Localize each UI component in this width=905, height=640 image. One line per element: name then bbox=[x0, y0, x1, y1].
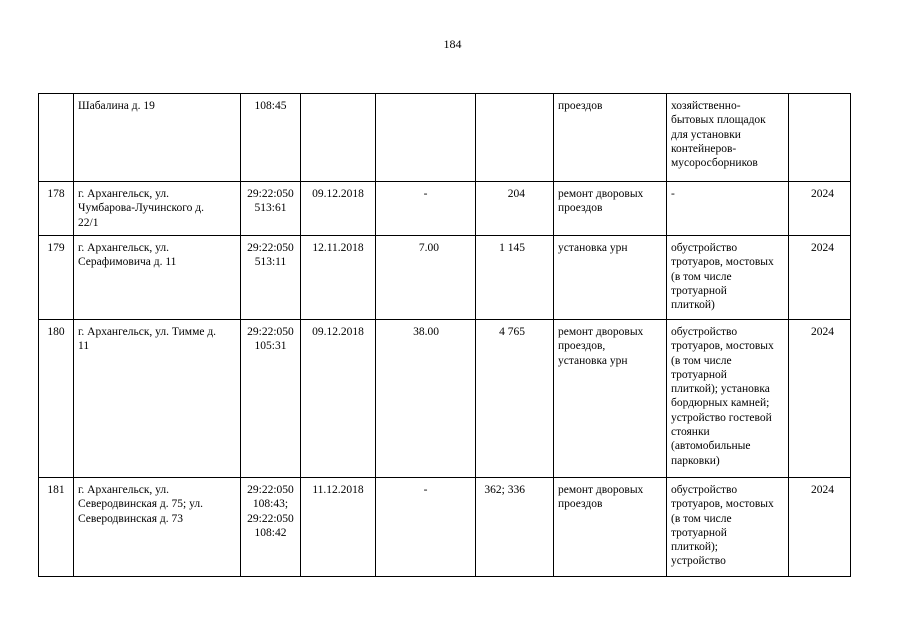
additional-work-cell: обустройство тротуаров, мостовых (в том числе тротуарной плиткой); установка бордюрных камней; устройство гостевой стоянки (автомобильные парковки) bbox=[667, 320, 789, 478]
address-cell: г. Архангельск, ул. Серафимовича д. 11 bbox=[74, 236, 241, 320]
page-number: 184 bbox=[443, 37, 462, 51]
table-row bbox=[39, 182, 851, 236]
row-number-cell: 178 bbox=[39, 182, 74, 236]
area-cell: 7.00 bbox=[376, 236, 476, 320]
table-row bbox=[39, 94, 851, 182]
additional-work-cell: хозяйственно- бытовых площадок для установки контейнеров- мусоросборников bbox=[667, 94, 789, 182]
year-cell: 2024 bbox=[789, 320, 851, 478]
additional-work-cell: обустройство тротуаров, мостовых (в том числе тротуарной плиткой) bbox=[667, 236, 789, 320]
work-type-cell: ремонт дворовых проездов bbox=[554, 182, 667, 236]
count-cell: 4 765 bbox=[476, 320, 554, 478]
work-type-cell: проездов bbox=[554, 94, 667, 182]
cadastral-number-cell: 29:22:050 108:43; 29:22:050 108:42 bbox=[241, 478, 301, 577]
work-type-cell: ремонт дворовых проездов, установка урн bbox=[554, 320, 667, 478]
additional-work-cell: - bbox=[667, 182, 789, 236]
count-cell: 204 bbox=[476, 182, 554, 236]
area-cell bbox=[376, 94, 476, 182]
count-cell bbox=[476, 94, 554, 182]
date-cell: 09.12.2018 bbox=[301, 320, 376, 478]
count-cell: 1 145 bbox=[476, 236, 554, 320]
address-cell: г. Архангельск, ул. Тимме д. 11 bbox=[74, 320, 241, 478]
address-cell: г. Архангельск, ул. Северодвинская д. 75; ул. Северодвинская д. 73 bbox=[74, 478, 241, 577]
row-number-cell: 180 bbox=[39, 320, 74, 478]
cadastral-number-cell: 29:22:050 513:61 bbox=[241, 182, 301, 236]
table-row bbox=[39, 320, 851, 478]
data-table bbox=[38, 93, 851, 577]
table-row bbox=[39, 236, 851, 320]
count-cell: 362; 336 bbox=[476, 478, 554, 577]
work-type-cell: установка урн bbox=[554, 236, 667, 320]
year-cell: 2024 bbox=[789, 236, 851, 320]
area-cell: 38.00 bbox=[376, 320, 476, 478]
address-cell: г. Архангельск, ул. Чумбарова-Лучинского д. 22/1 bbox=[74, 182, 241, 236]
additional-work-cell: обустройство тротуаров, мостовых (в том числе тротуарной плиткой); устройство bbox=[667, 478, 789, 577]
area-cell: - bbox=[376, 182, 476, 236]
year-cell: 2024 bbox=[789, 182, 851, 236]
date-cell: 09.12.2018 bbox=[301, 182, 376, 236]
cadastral-number-cell: 29:22:050 513:11 bbox=[241, 236, 301, 320]
cadastral-number-cell: 108:45 bbox=[241, 94, 301, 182]
year-cell bbox=[789, 94, 851, 182]
row-number-cell: 179 bbox=[39, 236, 74, 320]
date-cell bbox=[301, 94, 376, 182]
cadastral-number-cell: 29:22:050 105:31 bbox=[241, 320, 301, 478]
work-type-cell: ремонт дворовых проездов bbox=[554, 478, 667, 577]
table-row bbox=[39, 478, 851, 577]
address-cell: Шабалина д. 19 bbox=[74, 94, 241, 182]
row-number-cell bbox=[39, 94, 74, 182]
date-cell: 12.11.2018 bbox=[301, 236, 376, 320]
date-cell: 11.12.2018 bbox=[301, 478, 376, 577]
row-number-cell: 181 bbox=[39, 478, 74, 577]
year-cell: 2024 bbox=[789, 478, 851, 577]
area-cell: - bbox=[376, 478, 476, 577]
